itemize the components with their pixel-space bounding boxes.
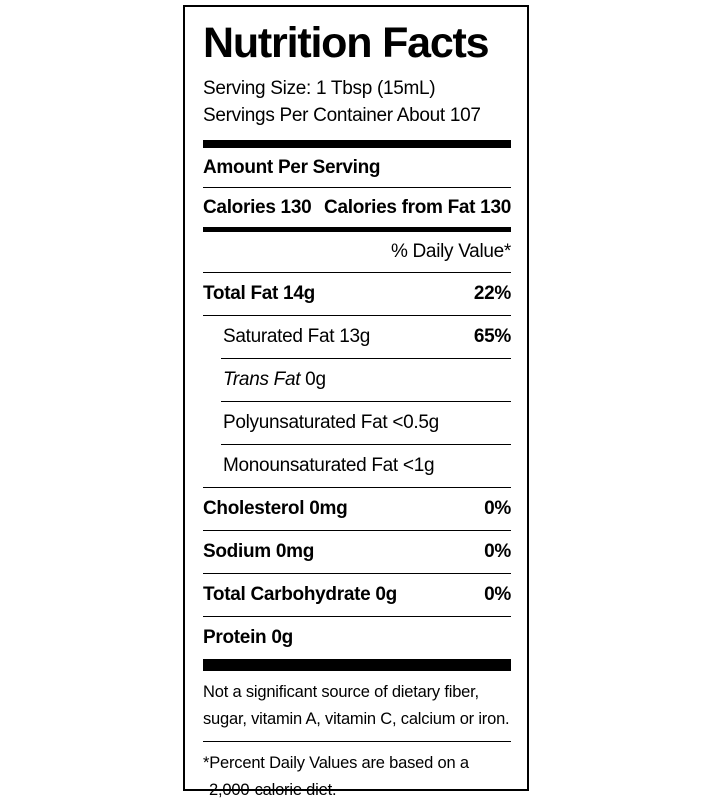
- nutrient-amount: <0.5g: [392, 412, 439, 433]
- amount-per-serving-label: Amount Per Serving: [203, 156, 381, 178]
- nutrient-daily-value: 0%: [484, 541, 511, 562]
- footnote-line: 2,000-calorie diet.: [209, 781, 337, 799]
- nutrient-daily-value: 0%: [484, 498, 511, 519]
- nutrient-label: Protein: [203, 627, 267, 648]
- nutrition-facts-label: [183, 5, 529, 799]
- nutrient-amount: 0g: [271, 627, 293, 648]
- nutrient-row-monounsaturated-fat: [203, 445, 511, 487]
- nutrient-label: Total Carbohydrate: [203, 584, 371, 605]
- nutrient-daily-value: 22%: [473, 283, 511, 304]
- nutrient-row-total-carbohydrate: [203, 574, 511, 616]
- daily-value-header: % Daily Value*: [390, 241, 511, 262]
- nutrient-label: Polyunsaturated Fat: [223, 412, 388, 433]
- nutrient-amount: 0mg: [309, 498, 348, 519]
- nutrient-row-protein: [203, 617, 511, 659]
- nutrient-amount: <1g: [402, 455, 435, 476]
- nutrient-amount: 14g: [283, 283, 315, 304]
- nutrient-row-sodium: [203, 531, 511, 573]
- nutrient-label: Total Fat: [203, 283, 279, 304]
- nutrient-daily-value: 65%: [473, 326, 511, 347]
- nutrition-facts-title: Nutrition Facts: [203, 19, 489, 67]
- nutrient-amount: 0mg: [275, 541, 315, 562]
- footnote-daily-value: [203, 742, 511, 804]
- calories-row: [203, 188, 511, 227]
- amount-per-serving-row: [203, 148, 511, 187]
- nutrient-label: Cholesterol: [203, 498, 305, 519]
- footnote-significant-source: [203, 671, 511, 741]
- nutrient-amount: 0g: [305, 369, 326, 390]
- calories-value: Calories 130: [203, 196, 312, 218]
- thick-divider: [203, 659, 511, 671]
- nutrient-amount: 13g: [339, 326, 371, 347]
- servings-per-container: Servings Per Container About 107: [203, 105, 481, 126]
- nutrient-amount: 0g: [375, 584, 397, 605]
- serving-size: Serving Size: 1 Tbsp (15mL): [203, 78, 436, 99]
- footnote-line: sugar, vitamin A, vitamin C, calcium or iron.: [203, 710, 510, 728]
- footnote-line: Not a significant source of dietary fiber,: [203, 683, 479, 701]
- nutrient-row-total-fat: [203, 273, 511, 315]
- nutrient-row-polyunsaturated-fat: [203, 402, 511, 444]
- nutrient-label: Monounsaturated Fat: [223, 455, 398, 476]
- nutrient-label: Trans Fat: [223, 369, 301, 390]
- nutrient-row-cholesterol: [203, 488, 511, 530]
- nutrient-row-trans-fat: [203, 359, 511, 401]
- daily-value-header-row: [203, 232, 511, 272]
- nutrient-row-saturated-fat: [203, 316, 511, 358]
- footnote-line: *Percent Daily Values are based on a: [203, 754, 469, 772]
- nutrient-daily-value: 0%: [484, 584, 511, 605]
- nutrient-label: Saturated Fat: [223, 326, 335, 347]
- nutrient-label: Sodium: [203, 541, 271, 562]
- thick-divider: [203, 140, 511, 148]
- calories-from-fat-value: Calories from Fat 130: [324, 196, 511, 218]
